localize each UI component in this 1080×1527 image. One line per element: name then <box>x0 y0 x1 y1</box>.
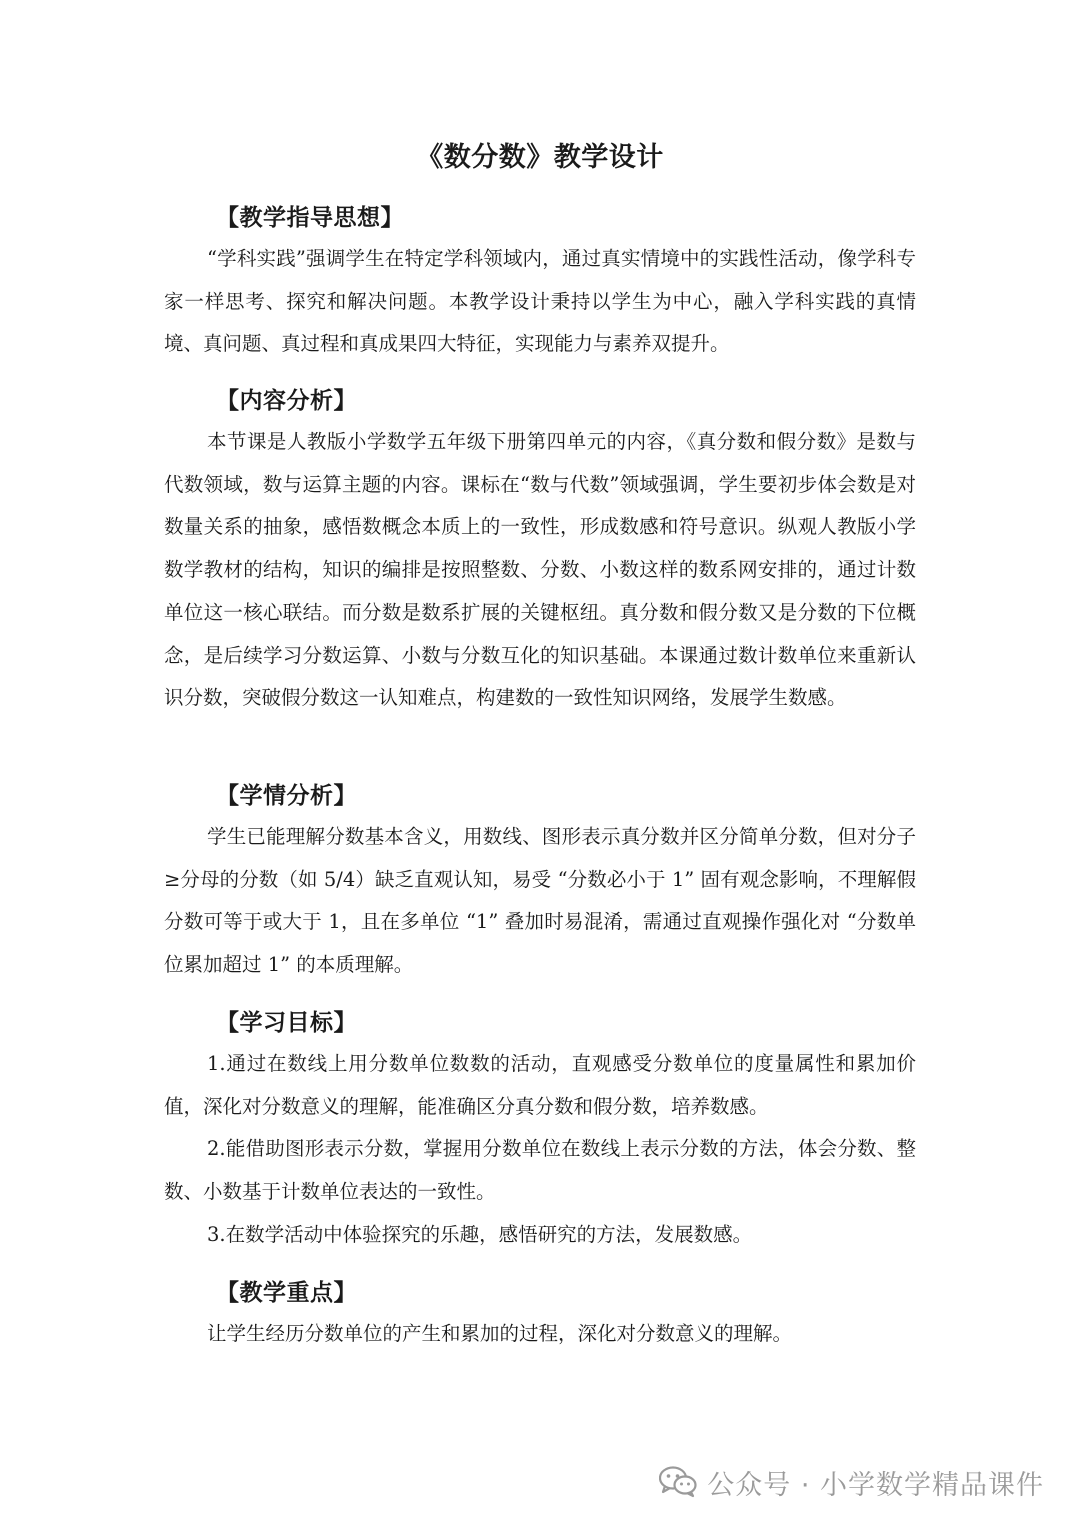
objective-item: 2.能借助图形表示分数，掌握用分数单位在数线上表示分数的方法，体会分数、整数、小数基于计数单位表达的一致性。 <box>164 1137 916 1204</box>
section-heading: 【教学重点】 <box>216 1280 357 1306</box>
section-heading: 【学情分析】 <box>216 783 357 809</box>
section-heading: 【教学指导思想】 <box>216 205 404 231</box>
watermark-text: 公众号 · 小学数学精品课件 <box>707 1469 1044 1501</box>
objective-item: 3.在数学活动中体验探究的乐趣，感悟研究的方法，发展数感。 <box>207 1222 753 1246</box>
section-learning-objectives <box>164 1003 916 1257</box>
wechat-icon <box>659 1466 697 1498</box>
section-paragraph: “学科实践”强调学生在特定学科领域内，通过真实情境中的实践性活动，像学科专家一样思考、探究和解决问题。本教学设计秉持以学生为中心，融入学科实践的真情境、真问题、真过程和真成果四大特征，实现能力与素养双提升。 <box>164 247 916 356</box>
section-content-analysis <box>164 381 916 720</box>
section-paragraph: 本节课是人教版小学数学五年级下册第四单元的内容，《真分数和假分数》是数与代数领域，数与运算主题的内容。课标在“数与代数”领域强调，学生要初步体会数是对数量关系的抽象，感悟数概念本质上的一致性，形成数感和符号意识。纵观人教版小学数学教材的结构，知识的编排是按照整数、分数、小数这样的数系网安排的，通过计数单位这一核心联结。而分数是数系扩展的关键枢纽。真分数和假分数又是分数的下位概念，是后续学习分数运算、小数与分数互化的知识基础。本课通过数计数单位来重新认识分数，突破假分数这一认知难点，构建数的一致性知识网络，发展学生数感。 <box>164 430 916 710</box>
objective-item: 1.通过在数线上用分数单位数数的活动，直观感受分数单位的度量属性和累加价值，深化对分数意义的理解，能准确区分真分数和假分数，培养数感。 <box>164 1052 916 1118</box>
section-student-analysis <box>164 776 916 987</box>
section-teaching-focus <box>164 1273 916 1356</box>
document-title: 《数分数》教学设计 <box>416 142 664 173</box>
watermark <box>659 1462 1044 1502</box>
section-paragraph: 学生已能理解分数基本含义，用数线、图形表示真分数并区分简单分数，但对分子≥分母的分数（如 5/4）缺乏直观认知，易受 “分数必小于 1” 固有观念影响，不理解假分数可等于或大于 1，且在多单位 “1” 叠加时易混淆，需通过直观操作强化对 “分数单位累加超过 1” 的本质理解。 <box>164 825 916 977</box>
section-heading: 【学习目标】 <box>216 1010 357 1036</box>
section-heading: 【内容分析】 <box>216 388 357 414</box>
section-guiding-thought <box>164 198 916 366</box>
section-paragraph: 让学生经历分数单位的产生和累加的过程，深化对分数意义的理解。 <box>207 1322 793 1345</box>
